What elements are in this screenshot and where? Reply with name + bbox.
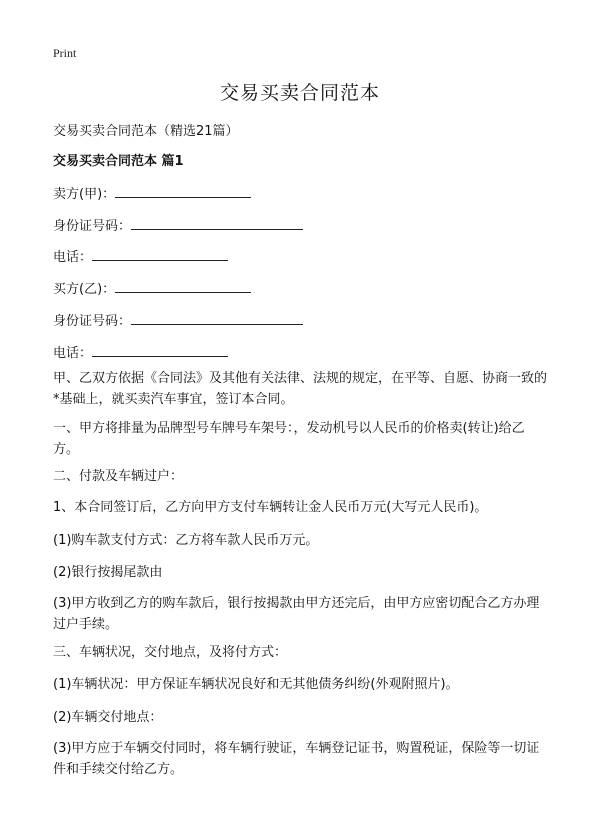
seller-id-label: 身份证号码： [53, 219, 132, 234]
document-title: 交易买卖合同范本 [219, 82, 380, 104]
seller-phone-label: 电话： [53, 250, 93, 265]
clause-2-1: 1、本合同签订后，乙方向甲方支付车辆转让金人民币万元(大写元人民币)。 [53, 500, 488, 515]
seller-id-blank [131, 217, 303, 230]
buyer-id-blank [131, 312, 303, 325]
seller-phone-row [53, 246, 228, 265]
seller-label: 卖方(甲)： [53, 187, 116, 202]
buyer-phone-label: 电话： [53, 346, 93, 361]
clause-3-3: (3)甲方应于车辆交付同时，将车辆行驶证，车辆登记证书，购置税证，保险等一切证件和手续交付给乙方。 [53, 741, 540, 777]
seller-id-row [53, 215, 303, 234]
document-subtitle: 交易买卖合同范本（精选21篇） [53, 124, 239, 139]
seller-blank [115, 185, 251, 198]
print-link[interactable]: Print [53, 46, 77, 60]
buyer-label: 买方(乙)： [53, 282, 116, 297]
buyer-row [53, 278, 251, 297]
clause-2-title: 二、付款及车辆过户： [53, 469, 184, 484]
clause-3-2: (2)车辆交付地点： [53, 710, 163, 725]
buyer-blank [115, 280, 251, 293]
buyer-phone-blank [92, 344, 228, 357]
clause-1: 一、甲方将排量为品牌型号车牌号车架号：，发动机号以人民币的价格卖(转让)给乙方。 [53, 421, 525, 457]
seller-row [53, 183, 251, 202]
clause-3-1: (1)车辆状况：甲方保证车辆状况良好和无其他债务纠纷(外观附照片)。 [53, 677, 459, 692]
seller-phone-blank [92, 248, 228, 261]
clause-2-1b: (2)银行按揭尾款由 [53, 565, 163, 580]
buyer-phone-row [53, 342, 228, 361]
intro-paragraph: 甲、乙双方依据《合同法》及其他有关法律、法规的规定，在平等、自愿、协商一致的*基础上，就买卖汽车事宜，签订本合同。 [53, 371, 548, 407]
section-heading: 交易买卖合同范本 篇1 [53, 154, 184, 169]
buyer-id-row [53, 310, 303, 329]
clause-2-1a: (1)购车款支付方式：乙方将车款人民币万元。 [53, 533, 319, 548]
clause-3-title: 三、车辆状况，交付地点，及将付方式： [53, 645, 288, 660]
clause-2-1c: (3)甲方收到乙方的购车款后，银行按揭款由甲方还完后，由甲方应密切配合乙方办理过户手续。 [53, 596, 540, 632]
buyer-id-label: 身份证号码： [53, 314, 132, 329]
